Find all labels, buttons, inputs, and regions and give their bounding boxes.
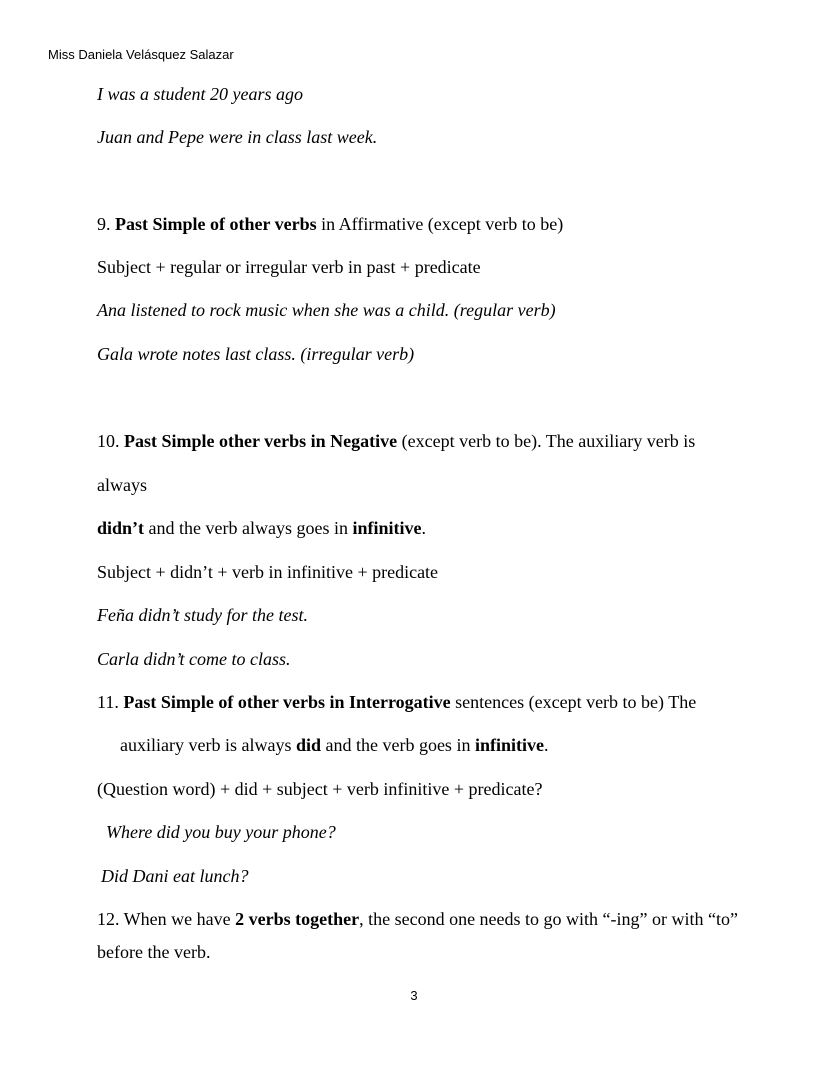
keyword-infinitive: infinitive [352, 518, 422, 538]
example-sentence: Juan and Pepe were in class last week. [97, 127, 378, 147]
example-sentence: Gala wrote notes last class. (irregular verb) [97, 344, 415, 364]
section-10-rule [97, 517, 426, 539]
section-text: , the second one needs to go with “-ing” or with “to” [359, 909, 738, 929]
section-12-heading [97, 908, 738, 930]
section-text: (except verb to be). The auxiliary verb is [397, 431, 696, 451]
section-10-continuation: always [97, 475, 147, 495]
section-11-rule [120, 734, 548, 756]
section-9-formula: Subject + regular or irregular verb in past + predicate [97, 257, 481, 277]
section-number: 9. [97, 214, 115, 234]
section-text: in Affirmative (except verb to be) [316, 214, 564, 234]
section-11-formula: (Question word) + did + subject + verb infinitive + predicate? [97, 779, 543, 799]
section-10-heading [97, 430, 695, 452]
keyword-didnt: didn’t [97, 518, 145, 538]
example-sentence: Feña didn’t study for the test. [97, 605, 308, 625]
section-number: 11. [97, 692, 124, 712]
rule-text: and the verb goes in [320, 735, 475, 755]
section-title: Past Simple of other verbs [115, 214, 317, 234]
example-sentence: Did Dani eat lunch? [101, 866, 249, 886]
section-title: Past Simple of other verbs in Interrogative [123, 692, 451, 712]
section-text: sentences (except verb to be) The [450, 692, 697, 712]
section-10-formula: Subject + didn’t + verb in infinitive + predicate [97, 562, 439, 582]
example-sentence: I was a student 20 years ago [97, 84, 303, 104]
page-number: 3 [410, 988, 418, 1003]
keyword-did: did [295, 735, 321, 755]
rule-end: . [543, 735, 549, 755]
section-12-continuation: before the verb. [97, 942, 211, 962]
section-title: 2 verbs together [235, 909, 360, 929]
rule-text: and the verb always goes in [144, 518, 353, 538]
section-number: 10. [97, 431, 124, 451]
document-header-author: Miss Daniela Velásquez Salazar [48, 47, 234, 62]
rule-text: auxiliary verb is always [120, 735, 296, 755]
keyword-infinitive: infinitive [474, 735, 544, 755]
example-sentence: Carla didn’t come to class. [97, 649, 291, 669]
rule-end: . [421, 518, 426, 538]
example-sentence: Where did you buy your phone? [106, 822, 336, 842]
section-9-heading [97, 213, 563, 235]
example-sentence: Ana listened to rock music when she was a child. (regular verb) [97, 300, 556, 320]
section-number: 12. When we have [97, 909, 236, 929]
section-11-heading [97, 691, 696, 713]
section-title: Past Simple other verbs in Negative [124, 431, 398, 451]
